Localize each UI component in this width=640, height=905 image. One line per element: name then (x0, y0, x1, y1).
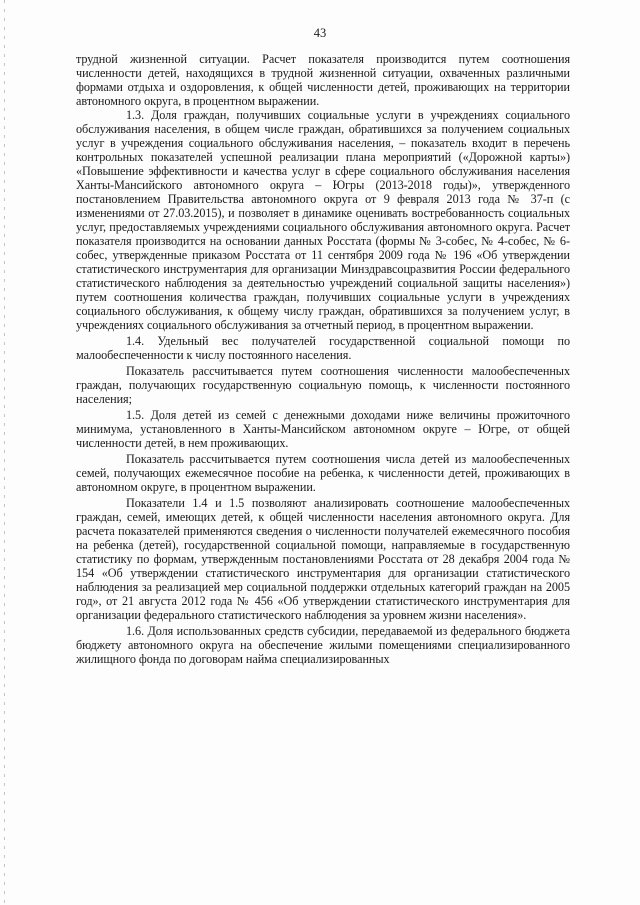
document-body (76, 52, 570, 666)
scan-edge-artifact (4, 0, 5, 905)
paragraph-1-4-method: Показатель рассчитывается путем соотношения численности малообеспеченных граждан, получающих государственную социальную помощь, к численности постоянного населения; (76, 364, 570, 406)
paragraph-1-4: 1.4. Удельный вес получателей государственной социальной помощи по малообеспеченности к числу постоянного населения. (76, 334, 570, 362)
paragraph-1-3: 1.3. Доля граждан, получивших социальные услуги в учреждениях социального обслуживания населения, в общем числе граждан, обратившихся за получением социальных услуг в учреждения социального обслуживания населения, – показатель входит в перечень контрольных показателей успешной реализации плана мероприятий («Дорожной карты») «Повышение эффективности и качества услуг в сфере социального обслуживания населения Ханты-Мансийского автономного округа – Югры (2013-2018 годы)», утвержденного постановлением Правительства автономного округа от 9 февраля 2013 года № 37-п (с изменениями от 27.03.2015), и позволяет в динамике оценивать востребованность социальных услуг, предоставляемых учреждениями социального обслуживания автономного округа. Расчет показателя производится на основании данных Росстата (формы № 3-собес, № 4-собес, № 6-собес, утвержденные приказом Росстата от 11 сентября 2009 года № 196 «Об утверждении статистического инструментария для организации Минздравсоцразвития России федерального статистического наблюдения за деятельностью учреждений социальной защиты населения») путем соотношения количества граждан, получивших социальные услуги в учреждениях социального обслуживания, к общему числу граждан, обратившихся за получением услуг, в учреждениях социального обслуживания за отчетный период, в процентном выражении. (76, 108, 570, 332)
paragraph-1-6: 1.6. Доля использованных средств субсидии, передаваемой из федерального бюджета бюджету автономного округа на обеспечение жилыми помещениями специализированного жилищного фонда по договорам найма специализированных (76, 624, 570, 666)
paragraph-1-5-method: Показатель рассчитывается путем соотношения числа детей из малообеспеченных семей, получающих ежемесячное пособие на ребенка, к численности детей, проживающих в автономном округе, в процентном выражении. (76, 452, 570, 494)
paragraph-continuation: трудной жизненной ситуации. Расчет показателя производится путем соотношения численности детей, находящихся в трудной жизненной ситуации, охваченных различными формами отдыха и оздоровления, к общей численности детей, проживающих на территории автономного округа, в процентном выражении. (76, 52, 570, 108)
paragraph-1-4-1-5-analysis: Показатели 1.4 и 1.5 позволяют анализировать соотношение малообеспеченных граждан, семей, имеющих детей, к общей численности населения автономного округа. Для расчета показателей применяются сведения о численности получателей ежемесячного пособия на ребенка (детей), государственной социальной помощи, направляемые в государственную статистику по формам, утвержденным постановлениями Росстата от 28 декабря 2004 года № 154 «Об утверждении статистического инструментария для организации статистического наблюдения за реализацией мер социальной поддержки отдельных категорий граждан на 2005 год», от 21 августа 2012 года № 456 «Об утверждении статистического инструментария для организации федерального статистического наблюдения за уровнем жизни населения». (76, 496, 570, 622)
page-number: 43 (313, 26, 327, 40)
paragraph-1-5: 1.5. Доля детей из семей с денежными доходами ниже величины прожиточного минимума, установленного в Ханты-Мансийском автономном округе – Югре, от общей численности детей, в нем проживающих. (76, 408, 570, 450)
